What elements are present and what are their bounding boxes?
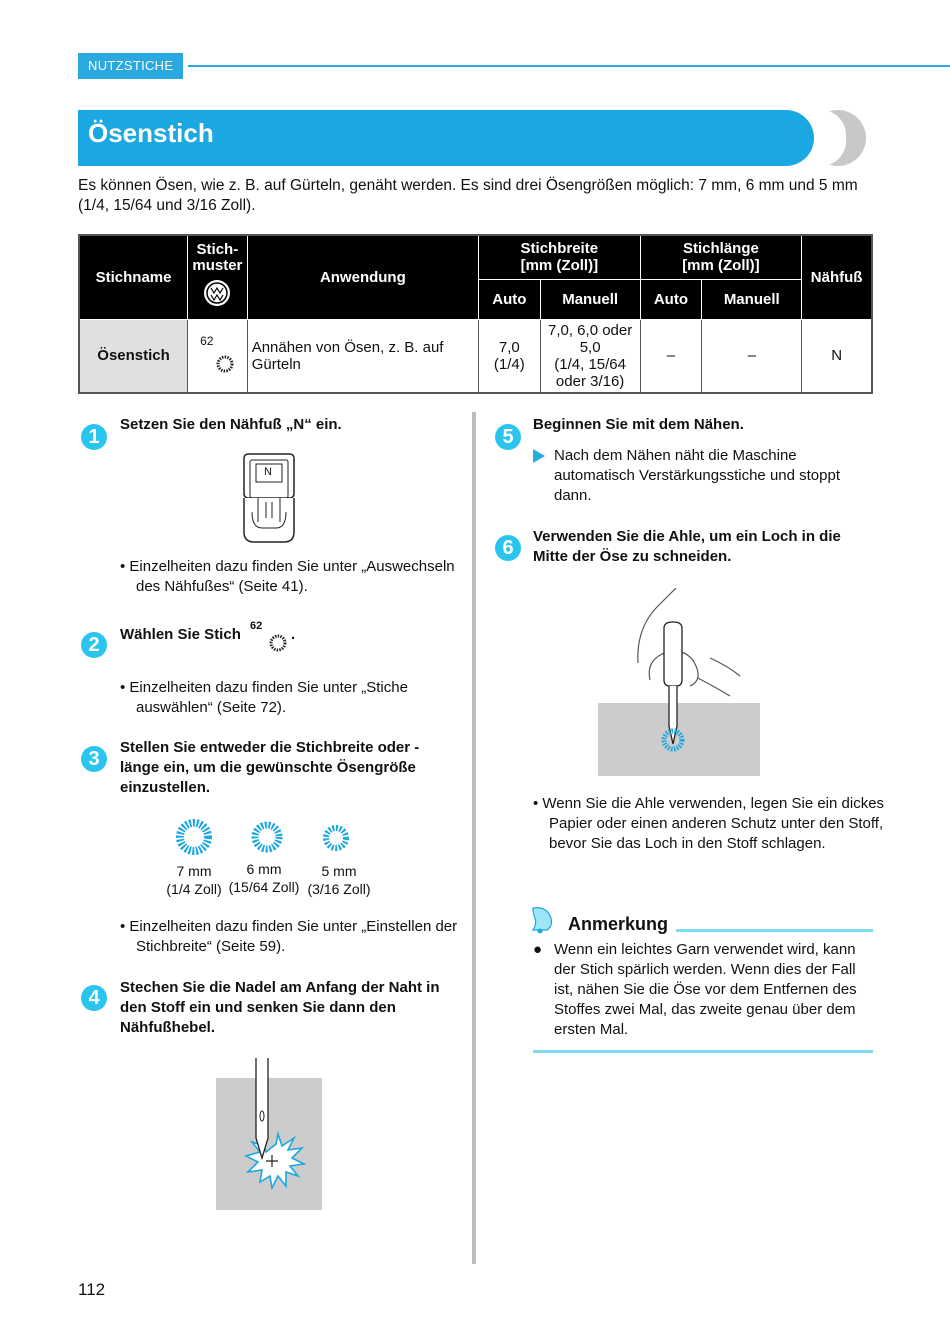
- eyelet-5mm-icon: [320, 822, 352, 854]
- th-length-manual: Manuell: [702, 279, 802, 319]
- eyelet-7mm-icon: [174, 817, 214, 857]
- th-width: Stichbreite [mm (Zoll)]: [479, 235, 641, 279]
- step-3-bullet: • Einzelheiten dazu finden Sie unter „Einstellen der Stichbreite“ (Seite 59).: [120, 918, 458, 955]
- stitch-table: [78, 234, 873, 394]
- size-7mm-mm: 7 mm: [176, 863, 212, 879]
- cell-application: Annähen von Ösen, z. B. auf Gürteln: [247, 319, 478, 393]
- size-5mm-label: [303, 862, 375, 898]
- step-3-number: 3: [81, 746, 107, 772]
- table-row: [79, 319, 872, 393]
- note-bullet-icon: ●: [533, 941, 543, 958]
- size-5mm-mm: 5 mm: [321, 863, 357, 879]
- step-6-bullet-text: Wenn Sie die Ahle verwenden, legen Sie ein dickes Papier oder einen anderen Schutz unter den Stoff, bevor Sie das Loch in den Stoff schlagen.: [542, 795, 885, 852]
- note-bottom-rule: [533, 1050, 873, 1053]
- page-number: 112: [78, 1280, 106, 1299]
- step-1-bullet: • Einzelheiten dazu finden Sie unter „Auswechseln des Nähfußes“ (Seite 41).: [120, 558, 455, 595]
- awl-cutting-illustration: [598, 588, 760, 776]
- eyelet-6mm-icon: [249, 819, 285, 855]
- step-3-text: Stellen Sie entweder die Stichbreite oder -länge ein, um die gewünschte Ösengröße einzustellen.: [120, 739, 420, 796]
- step-6-text: Verwenden Sie die Ahle, um ein Loch in die Mitte der Öse zu schneiden.: [533, 528, 841, 565]
- section-header: [78, 53, 950, 79]
- section-label: NUTZSTICHE: [78, 53, 183, 79]
- step-1-text: Setzen Sie den Nähfuß „N“ ein.: [120, 416, 342, 433]
- th-stitch-name: Stichname: [79, 235, 188, 319]
- eyelet-stitch-icon: [268, 633, 288, 653]
- step-2-text: Wählen Sie Stich: [120, 626, 241, 643]
- step-6-number: 6: [495, 535, 521, 561]
- step-1-bullet-text: Einzelheiten dazu finden Sie unter „Auswechseln des Nähfußes“ (Seite 41).: [129, 558, 455, 595]
- th-application: Anwendung: [247, 235, 478, 319]
- intro-text: Es können Ösen, wie z. B. auf Gürteln, genäht werden. Es sind drei Ösengrößen möglich: 7 mm, 6 mm und 5 mm (1/4, 15/64 und 3/16 Zoll).: [78, 177, 858, 214]
- size-6mm-label: [225, 860, 303, 896]
- th-width-auto: Auto: [479, 279, 541, 319]
- needle-insertion-illustration: [216, 1058, 322, 1210]
- section-rule: [188, 65, 950, 67]
- cell-length-manual: –: [702, 319, 802, 393]
- step-2-stitch-number: 62: [250, 620, 263, 632]
- note-title: Anmerkung: [568, 914, 669, 934]
- foot-letter: N: [264, 466, 272, 478]
- cell-foot: N: [802, 319, 872, 393]
- th-pattern-label: Stich- muster: [192, 241, 243, 275]
- note-text: Wenn ein leichtes Garn verwendet wird, kann der Stich spärlich werden. Wenn dies der Fall ist, nähen Sie die Öse vor dem Entfernen des Stoffes zwei Mal, das zweite genau über dem ersten Mal.: [554, 941, 857, 1038]
- stitch-pattern-icon: [202, 278, 232, 308]
- step-4-text: Stechen Sie die Nadel am Anfang der Naht in den Stoff ein und senken Sie dann den Nähfußhebel.: [120, 979, 440, 1036]
- th-length-auto: Auto: [640, 279, 702, 319]
- step-2-bullet: • Einzelheiten dazu finden Sie unter „Stiche auswählen“ (Seite 72).: [120, 679, 408, 716]
- result-arrow-icon: [533, 449, 545, 463]
- column-divider: [472, 412, 476, 1264]
- size-7mm-inch: (1/4 Zoll): [166, 881, 222, 897]
- cell-stitch-name: Ösenstich: [79, 319, 188, 393]
- size-5mm-inch: (3/16 Zoll): [307, 881, 371, 897]
- step-4-number: 4: [81, 985, 107, 1011]
- th-width-manual: Manuell: [540, 279, 640, 319]
- step-2-bullet-text: Einzelheiten dazu finden Sie unter „Stiche auswählen“ (Seite 72).: [129, 679, 408, 716]
- step-1-number: 1: [81, 424, 107, 450]
- step-5-result: Nach dem Nähen näht die Maschine automatisch Verstärkungsstiche und stoppt dann.: [554, 447, 840, 504]
- step-6-bullet: • Wenn Sie die Ahle verwenden, legen Sie ein dickes Papier oder einen anderen Schutz unter den Stoff, bevor Sie das Loch in den Stoff schlagen.: [533, 795, 885, 852]
- th-foot: Nähfuß: [802, 235, 872, 319]
- cell-pattern-number: 62: [200, 333, 214, 348]
- size-7mm-label: [164, 862, 224, 898]
- eyelet-stitch-icon: [215, 354, 235, 374]
- step-5-number: 5: [495, 424, 521, 450]
- size-6mm-inch: (15/64 Zoll): [228, 879, 300, 895]
- cell-width-auto: 7,0 (1/4): [479, 319, 541, 393]
- cell-pattern: [188, 319, 248, 393]
- step-2-period: .: [291, 626, 296, 643]
- size-6mm-mm: 6 mm: [246, 861, 282, 877]
- note-title-rule: [676, 929, 873, 932]
- cell-width-manual: 7,0, 6,0 oder 5,0 (1/4, 15/64 oder 3/16): [540, 319, 640, 393]
- th-pattern: [188, 235, 248, 319]
- cell-length-auto: –: [640, 319, 702, 393]
- step-2-number: 2: [81, 632, 107, 658]
- step-5-text: Beginnen Sie mit dem Nähen.: [533, 416, 744, 433]
- note-bell-icon: [527, 904, 557, 934]
- th-length: Stichlänge [mm (Zoll)]: [640, 235, 802, 279]
- title-bar: [78, 110, 814, 166]
- step-3-bullet-text: Einzelheiten dazu finden Sie unter „Einstellen der Stichbreite“ (Seite 59).: [129, 918, 458, 955]
- page-title: Ösenstich: [88, 118, 214, 148]
